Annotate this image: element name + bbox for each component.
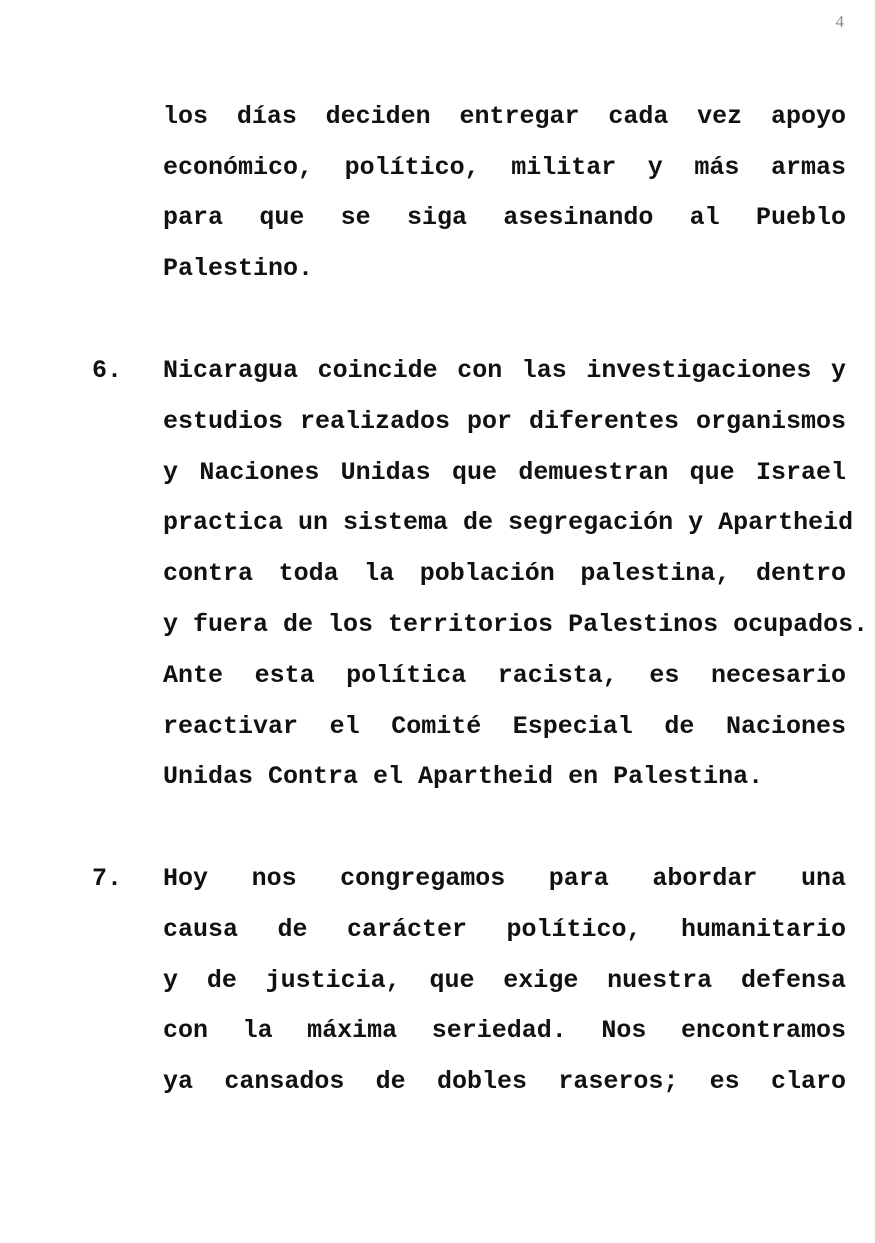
- paragraph-line: Ante esta política racista, es necesario: [163, 661, 846, 690]
- paragraph-line: para que se siga asesinando al Pueblo: [163, 203, 846, 232]
- paragraph-line: económico, político, militar y más armas: [163, 153, 846, 182]
- paragraph-line: ya cansados de dobles raseros; es claro: [163, 1067, 846, 1096]
- paragraph-line: practica un sistema de segregación y Apartheid: [163, 508, 854, 537]
- paragraph-line: Hoy nos congregamos para abordar una: [163, 864, 846, 893]
- paragraph-line: los días deciden entregar cada vez apoyo: [163, 102, 846, 131]
- page-number: 4: [835, 12, 844, 31]
- paragraph-line: y de justicia, que exige nuestra defensa: [163, 966, 846, 995]
- paragraph-number: 6.: [92, 356, 123, 385]
- paragraph-line: y Naciones Unidas que demuestran que Israel: [163, 458, 846, 487]
- paragraph-line: y fuera de los territorios Palestinos ocupados.: [163, 610, 869, 639]
- paragraph-line: causa de carácter político, humanitario: [163, 915, 846, 944]
- paragraph-line: estudios realizados por diferentes organismos: [163, 407, 846, 436]
- paragraph-line: reactivar el Comité Especial de Naciones: [163, 712, 846, 741]
- paragraph-number: 7.: [92, 864, 123, 893]
- paragraph-line: Unidas Contra el Apartheid en Palestina.: [163, 762, 764, 791]
- paragraph-line: Nicaragua coincide con las investigaciones y: [163, 356, 846, 385]
- paragraph-line: Palestino.: [163, 254, 314, 283]
- paragraph-line: con la máxima seriedad. Nos encontramos: [163, 1016, 846, 1045]
- paragraph-line: contra toda la población palestina, dentro: [163, 559, 846, 588]
